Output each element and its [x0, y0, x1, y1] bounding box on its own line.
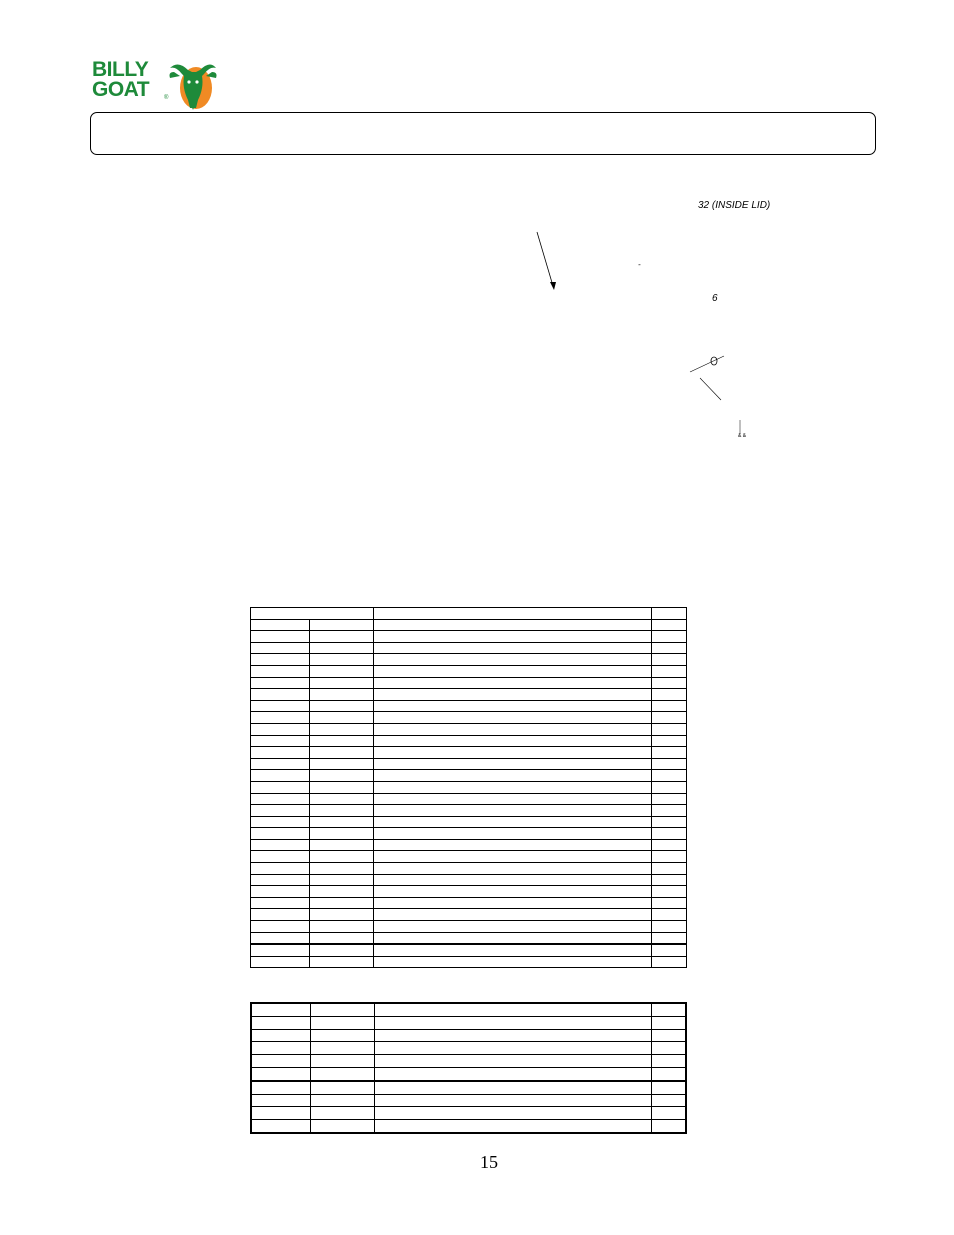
- table-cell: [310, 909, 374, 921]
- table-cell: [374, 851, 652, 863]
- table-cell: [251, 909, 310, 921]
- table-cell: [310, 619, 374, 631]
- table-cell: [651, 700, 686, 712]
- table-cell: [651, 781, 686, 793]
- table-cell: [310, 631, 374, 643]
- table-cell: [651, 723, 686, 735]
- table-row: [251, 735, 687, 747]
- section-header-box: [90, 112, 876, 155]
- brand-line-2: GOAT: [92, 78, 150, 101]
- table-cell: [374, 689, 652, 701]
- table-cell: [651, 608, 686, 620]
- diagram-lines: [0, 180, 954, 480]
- table-row: [251, 1055, 686, 1068]
- table-cell: [310, 1003, 374, 1016]
- table-cell: [310, 1094, 374, 1107]
- table-cell: [310, 839, 374, 851]
- table-row: [251, 932, 687, 944]
- table-cell: [251, 1067, 310, 1080]
- table-cell: [251, 758, 310, 770]
- table-row: [251, 805, 687, 817]
- table-cell: [651, 897, 686, 909]
- table-cell: [251, 1042, 310, 1055]
- table-cell: [310, 1029, 374, 1042]
- table-cell: [374, 781, 652, 793]
- table-cell: [374, 932, 652, 944]
- table-row: [251, 781, 687, 793]
- table-cell: [374, 828, 652, 840]
- table-cell: [374, 793, 652, 805]
- brand-wordmark: [92, 60, 170, 100]
- table-row: [251, 909, 687, 921]
- table-cell: [251, 1107, 310, 1120]
- table-cell: [251, 805, 310, 817]
- table-cell: [374, 665, 652, 677]
- table-row: [251, 793, 687, 805]
- table-cell: [651, 828, 686, 840]
- table-cell: [310, 1042, 374, 1055]
- table-cell: [251, 921, 310, 933]
- table-row: [251, 747, 687, 759]
- table-cell: [651, 1067, 686, 1080]
- table-cell: [374, 816, 652, 828]
- table-cell: [251, 677, 310, 689]
- table-cell: [651, 1042, 686, 1055]
- table-cell: [651, 1094, 686, 1107]
- table-cell: [310, 654, 374, 666]
- table-cell: [374, 874, 652, 886]
- table-row: [251, 851, 687, 863]
- table-cell: [374, 1107, 651, 1120]
- table-cell: [251, 851, 310, 863]
- table-cell: [374, 619, 652, 631]
- table-cell: [251, 654, 310, 666]
- table-cell: [251, 747, 310, 759]
- table-row: [251, 770, 687, 782]
- table-cell: [251, 886, 310, 898]
- goat-head-icon: [166, 58, 218, 112]
- table-row: [251, 712, 687, 724]
- table-cell: [251, 863, 310, 875]
- table-cell: [651, 1003, 686, 1016]
- table-cell: [251, 665, 310, 677]
- table-row: [251, 758, 687, 770]
- table-row: [251, 665, 687, 677]
- table-cell: [374, 886, 652, 898]
- table-cell: [374, 921, 652, 933]
- table-cell: [310, 689, 374, 701]
- table-cell: [374, 631, 652, 643]
- table-cell: [651, 805, 686, 817]
- registered-mark: ®: [164, 95, 169, 101]
- table-cell: [651, 932, 686, 944]
- table-cell: [251, 1081, 310, 1094]
- table-cell: [374, 723, 652, 735]
- table-row: [251, 677, 687, 689]
- table-cell: [310, 770, 374, 782]
- table-cell: [310, 677, 374, 689]
- table-cell: [374, 758, 652, 770]
- table-cell: [251, 839, 310, 851]
- table-row: [251, 863, 687, 875]
- table-row: [251, 1029, 686, 1042]
- table-cell: [374, 944, 652, 956]
- table-cell: [251, 1094, 310, 1107]
- table-cell: [310, 1107, 374, 1120]
- table-cell: [651, 631, 686, 643]
- table-cell: [374, 1029, 651, 1042]
- table-cell: [651, 654, 686, 666]
- table-cell: [251, 642, 310, 654]
- table-row: [251, 1042, 686, 1055]
- table-row: [251, 1107, 686, 1120]
- table-cell: [374, 770, 652, 782]
- table-row: [251, 1067, 686, 1080]
- table-cell: [651, 851, 686, 863]
- table-row: [251, 1094, 686, 1107]
- table-cell: [251, 1016, 310, 1029]
- table-cell: [374, 805, 652, 817]
- table-cell: [310, 700, 374, 712]
- table-cell: [251, 770, 310, 782]
- table-cell: [651, 758, 686, 770]
- table-cell: [651, 735, 686, 747]
- table-cell: [651, 770, 686, 782]
- table-cell: [251, 793, 310, 805]
- table-cell: [251, 897, 310, 909]
- table-cell: [251, 781, 310, 793]
- table-cell: [651, 1029, 686, 1042]
- table-cell: [374, 1042, 651, 1055]
- table-cell: [374, 1094, 651, 1107]
- table-row: [251, 700, 687, 712]
- brand-logo: [90, 58, 220, 112]
- table-row: [251, 631, 687, 643]
- table-cell: [310, 665, 374, 677]
- table-cell: [310, 874, 374, 886]
- table-cell: [251, 619, 310, 631]
- table-cell: [310, 758, 374, 770]
- table-cell: [251, 1003, 310, 1016]
- secondary-parts-table: [250, 1002, 687, 1134]
- table-cell: [651, 874, 686, 886]
- table-cell: [310, 1067, 374, 1080]
- callout-small: & &: [738, 433, 747, 439]
- table-cell: [374, 735, 652, 747]
- table-cell: [651, 642, 686, 654]
- table-cell: [651, 944, 686, 956]
- table-cell: [310, 921, 374, 933]
- table-cell: [651, 921, 686, 933]
- table-row: [251, 944, 687, 956]
- callout-6: 6: [712, 293, 718, 304]
- table-row: [251, 1003, 686, 1016]
- table-cell: [374, 700, 652, 712]
- table-cell: [374, 1055, 651, 1068]
- table-cell: [310, 747, 374, 759]
- table-cell: [310, 897, 374, 909]
- table-cell: [374, 654, 652, 666]
- table-cell: [374, 897, 652, 909]
- table-cell: [651, 1016, 686, 1029]
- table-cell: [651, 1107, 686, 1120]
- table-row: [251, 619, 687, 631]
- table-cell: [651, 747, 686, 759]
- brand-line-1: BILLY: [92, 58, 149, 81]
- table-cell: [651, 665, 686, 677]
- table-cell: [310, 956, 374, 968]
- table-cell: [651, 712, 686, 724]
- table-cell: [310, 1016, 374, 1029]
- table-cell: [374, 956, 652, 968]
- table-row: [251, 642, 687, 654]
- table-cell: [251, 1120, 310, 1133]
- table-cell: [651, 619, 686, 631]
- table-cell: [651, 1120, 686, 1133]
- table-row: [251, 874, 687, 886]
- table-cell: [310, 735, 374, 747]
- table-cell: [651, 956, 686, 968]
- table-cell: [374, 1120, 651, 1133]
- table-cell: [374, 1003, 651, 1016]
- table-row: [251, 1016, 686, 1029]
- table-cell: [251, 1055, 310, 1068]
- table-cell: [310, 828, 374, 840]
- callout-inside-lid: 32 (INSIDE LID): [698, 200, 771, 211]
- table-row: [251, 654, 687, 666]
- table-cell: [251, 828, 310, 840]
- table-cell: [651, 1055, 686, 1068]
- table-row: [251, 1081, 686, 1094]
- table-row: [251, 921, 687, 933]
- table-cell: [374, 909, 652, 921]
- table-cell: [251, 944, 310, 956]
- table-cell: [310, 863, 374, 875]
- table-cell: [310, 816, 374, 828]
- table-cell: [651, 839, 686, 851]
- callout-dash: -: [638, 260, 641, 269]
- table-cell: [374, 839, 652, 851]
- secondary-parts-body: [251, 1003, 686, 1133]
- table-row: [251, 897, 687, 909]
- table-cell: [251, 735, 310, 747]
- table-cell: [374, 642, 652, 654]
- table-row: [251, 839, 687, 851]
- table-cell: [251, 816, 310, 828]
- table-cell: [251, 712, 310, 724]
- page-number: 15: [480, 1152, 498, 1172]
- table-cell: [251, 1029, 310, 1042]
- table-cell: [310, 932, 374, 944]
- table-cell: [651, 793, 686, 805]
- table-cell: [310, 793, 374, 805]
- table-row: [251, 956, 687, 968]
- parts-list-table: [250, 607, 687, 968]
- table-row: [251, 828, 687, 840]
- table-cell: [651, 886, 686, 898]
- table-cell: [374, 747, 652, 759]
- table-cell: [310, 944, 374, 956]
- table-cell: [251, 608, 374, 620]
- table-row: [251, 689, 687, 701]
- table-cell: [251, 689, 310, 701]
- table-cell: [651, 909, 686, 921]
- table-cell: [651, 689, 686, 701]
- table-cell: [651, 1081, 686, 1094]
- table-row: [251, 608, 687, 620]
- table-cell: [251, 956, 310, 968]
- table-cell: [310, 1120, 374, 1133]
- table-cell: [651, 816, 686, 828]
- table-row: [251, 816, 687, 828]
- table-cell: [251, 700, 310, 712]
- parts-list-body: [251, 608, 687, 968]
- table-cell: [310, 712, 374, 724]
- table-cell: [374, 712, 652, 724]
- table-cell: [374, 1067, 651, 1080]
- table-row: [251, 723, 687, 735]
- table-cell: [310, 642, 374, 654]
- table-cell: [651, 863, 686, 875]
- table-cell: [310, 805, 374, 817]
- table-cell: [374, 1016, 651, 1029]
- table-cell: [374, 863, 652, 875]
- table-cell: [310, 781, 374, 793]
- table-cell: [310, 1081, 374, 1094]
- table-cell: [310, 886, 374, 898]
- table-cell: [251, 631, 310, 643]
- table-cell: [251, 874, 310, 886]
- table-cell: [374, 608, 652, 620]
- table-cell: [310, 851, 374, 863]
- table-cell: [374, 1081, 651, 1094]
- table-cell: [251, 723, 310, 735]
- table-cell: [651, 677, 686, 689]
- table-cell: [310, 723, 374, 735]
- table-cell: [310, 1055, 374, 1068]
- table-cell: [251, 932, 310, 944]
- parts-diagram: [0, 180, 954, 480]
- table-row: [251, 1120, 686, 1133]
- table-cell: [374, 677, 652, 689]
- table-row: [251, 886, 687, 898]
